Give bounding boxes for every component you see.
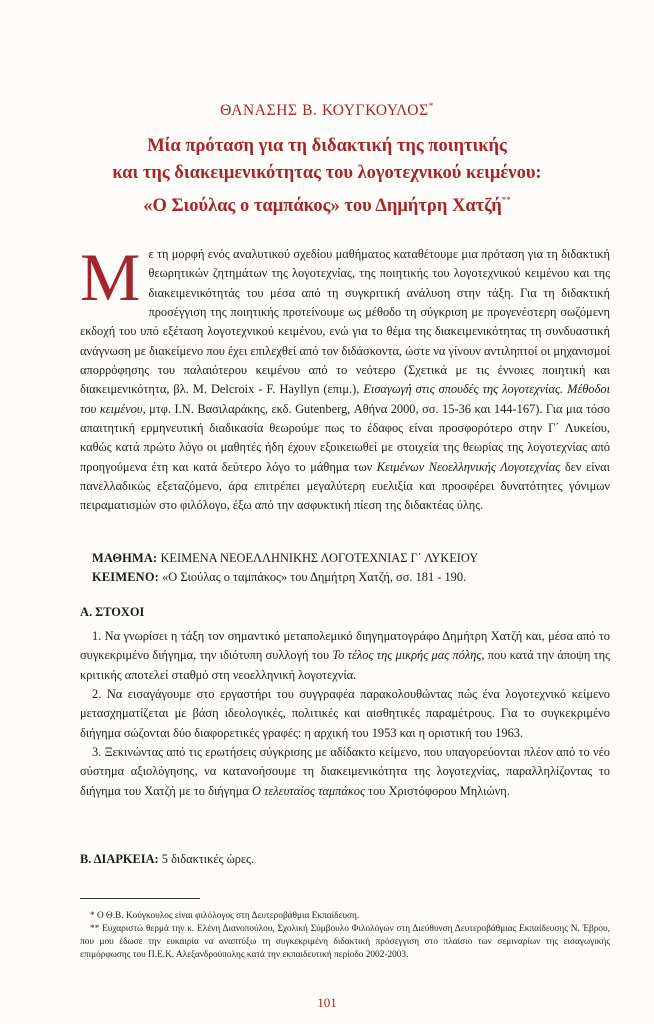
title-line-3-text: «Ο Σιούλας ο ταμπάκος» του Δημήτρη Χατζή — [143, 196, 502, 216]
intro-paragraph — [80, 239, 611, 516]
lesson-line — [92, 549, 612, 568]
goals-list — [80, 627, 610, 801]
lesson-label: ΜΑΘΗΜΑ: — [92, 551, 158, 565]
footnote-divider — [80, 898, 200, 899]
intro-text-1: ε τη μορφή ενός αναλυτικού σχεδίου μαθήματος καταθέτουμε μια πρόταση για τη διδακτική θεωρητικών ζητημάτων της λογοτεχνίας, της ποιητικής του λογοτεχνικού κειμένου και της διακειμενικότητάς του μέσα από τη συγκριτική ανάλυση στην τάξη. Για τη διδακτική προσέγγιση της ποιητικής προτείνουμε ως μέθοδο τη σύγκριση με προγενέστερη σωζόμενη εκδοχή του υπό εξέταση λογοτεχνικού κειμένου, ενώ για το θέμα της διακειμενικότητας τη συνδυαστική ανάγνωση με διακείμενο που έχει επιλεχθεί από τον διδάσκοντα, ώστε να γίνουν αντιληπτοί οι μηχανισμοί απορρόφησης του παλαιότερου κειμένου από το νεότερο (Σχετικά με τις έννοιες ποιητική και διακειμενικότητα, βλ. M. Delcroix - F. Hayllyn (επιμ.), — [80, 247, 610, 397]
drop-cap: Μ — [80, 239, 141, 315]
author-name: ΘΑΝΑΣΗΣ Β. ΚΟΥΓΚΟΥΛΟΣ — [220, 102, 429, 119]
goal-item: 2. Να εισαγάγουμε στο εργαστήρι του συγγραφέα παρακολουθώντας πώς ένα λογοτεχνικό κείμενο μετασχηματίζεται με βάση ιδεολογικές, πολιτικές και αισθητικές παραμέτρους. Για το συγκεκριμένο διήγημα σώζονται δύο διαφορετικές γραφές: η αρχική του 1953 και η οριστική του 1963. — [80, 687, 610, 740]
intro-text-3: δεν είναι πανελλαδικώς εξεταζόμενο, άρα επιτρέπει μεγαλύτερη ευελιξία και προσφέρει δυνατότητες γόνιμων πειραματισμών στο φιλόλογο, έξω από την ασφυκτική πίεση της διδακτέας ύλης. — [80, 459, 610, 513]
intro-book-title: Εισαγωγή στις σπουδές της λογοτεχνίας. Μέθοδοι του κειμένου — [80, 382, 611, 416]
title-footnote-mark: ** — [501, 195, 511, 205]
title-line-2: και της διακειμενικότητας του λογοτεχνικού κειμένου: — [112, 163, 542, 183]
title-line-1: Μία πρόταση για τη διδακτική της ποιητικής — [147, 136, 507, 156]
goal-3-text-b: του Χριστόφορου Μηλιώνη. — [365, 783, 510, 798]
text-line — [92, 568, 612, 587]
lesson-value: ΚΕΙΜΕΝΑ ΝΕΟΕΛΛΗΝΙΚΗΣ ΛΟΓΟΤΕΧΝΙΑΣ Γ΄ ΛΥΚΕΙΟΥ — [157, 551, 479, 565]
intro-course-title: Κειμένων Νεοελληνικής Λογοτεχνίας — [376, 459, 561, 474]
goal-1-text-a: 1. Να γνωρίσει η τάξη τον σημαντικό μεταπολεμικό διηγηματογράφο Δημήτρη Χατζή και, μέσα από το συγκεκριμένο διήγημα, την ιδιότυπη συλλογή του — [80, 629, 610, 663]
text-label: ΚΕΙΜΕΝΟ: — [92, 570, 159, 584]
title-line-3 — [40, 187, 614, 220]
footnotes — [80, 910, 610, 962]
lesson-meta — [92, 549, 612, 587]
article-title — [40, 133, 614, 220]
goal-1-book-title: Το τέλος της μικρής μας πόλης — [332, 648, 482, 663]
intro-text-2: , μτφ. Ι.Ν. Βασιλαράκης, εκδ. Gutenberg, Αθήνα 2000, σσ. 15-36 και 144-167). Για μια τόσο απαιτητική ερμηνευτική διαδικασία θεωρούμε πως το έδαφος είναι προσφορότερο στην Γ΄ Λυκείου, καθώς κατά πρώτο λόγο οι μαθητές ήδη έχουν εξοικειωθεί με στοιχεία της θεωρίας της λογοτεχνίας από προηγούμενα έτη και κατά δεύτερο λόγο το μάθημα των — [80, 401, 611, 474]
author-line — [0, 101, 654, 120]
duration-value: 5 διδακτικές ώρες. — [158, 852, 255, 866]
goal-3-story-title: Ο τελευταίος ταμπάκος — [251, 783, 365, 798]
goal-3-text-a: 3. Ξεκινώντας από τις ερωτήσεις σύγκρισης με αδίδακτο κείμενο, που υπαγορεύονται πλέον από το νέο σύστημα αξιολόγησης, να κατανοήσουμε τη διακειμενικότητα της λογοτεχνίας, παραλληλίζοντας το διήγημα του Χατζή με το διήγημα — [80, 745, 610, 798]
duration-line — [80, 850, 610, 869]
duration-label: Β. ΔΙΑΡΚΕΙΑ: — [80, 852, 159, 866]
goal-item — [80, 743, 610, 801]
goals-heading: Α. ΣΤΟΧΟΙ — [80, 605, 145, 619]
goal-1-text-b: , που κατά την άποψη της κριτικής αποτελεί σταθμό στη νεοελληνική λογοτεχνία. — [80, 648, 610, 682]
author-footnote-mark: * — [428, 101, 434, 111]
page-number: 101 — [317, 995, 337, 1010]
text-value: «Ο Σιούλας ο ταμπάκος» του Δημήτρη Χατζή, σσ. 181 - 190. — [159, 570, 467, 584]
goal-item — [80, 627, 610, 685]
footnote-1: * Ο Θ.Β. Κούγκουλος είναι φιλόλογος στη Δευτεροβάθμια Εκπαίδευση. — [90, 911, 360, 921]
footnote-2: ** Ευχαριστώ θερμά την κ. Ελένη Διανοπούλου, Σχολική Σύμβουλο Φιλολόγων στη Διεύθυνση Δευτεροβάθμιας Εκπαίδευσης Ν. Έβρου, που μου έδωσε την ευκαιρία να αναπτύξω τη συγκεκριμένη διδακτική πρόσεγγιση στο πλαίσιο των σεμιναρίων της εισαγωγικής επιμόρφωσης του Π.Ε.Κ. Αλεξανδρούπολης κατά την εκπαιδευτική περίοδο 2002-2003. — [80, 924, 610, 960]
